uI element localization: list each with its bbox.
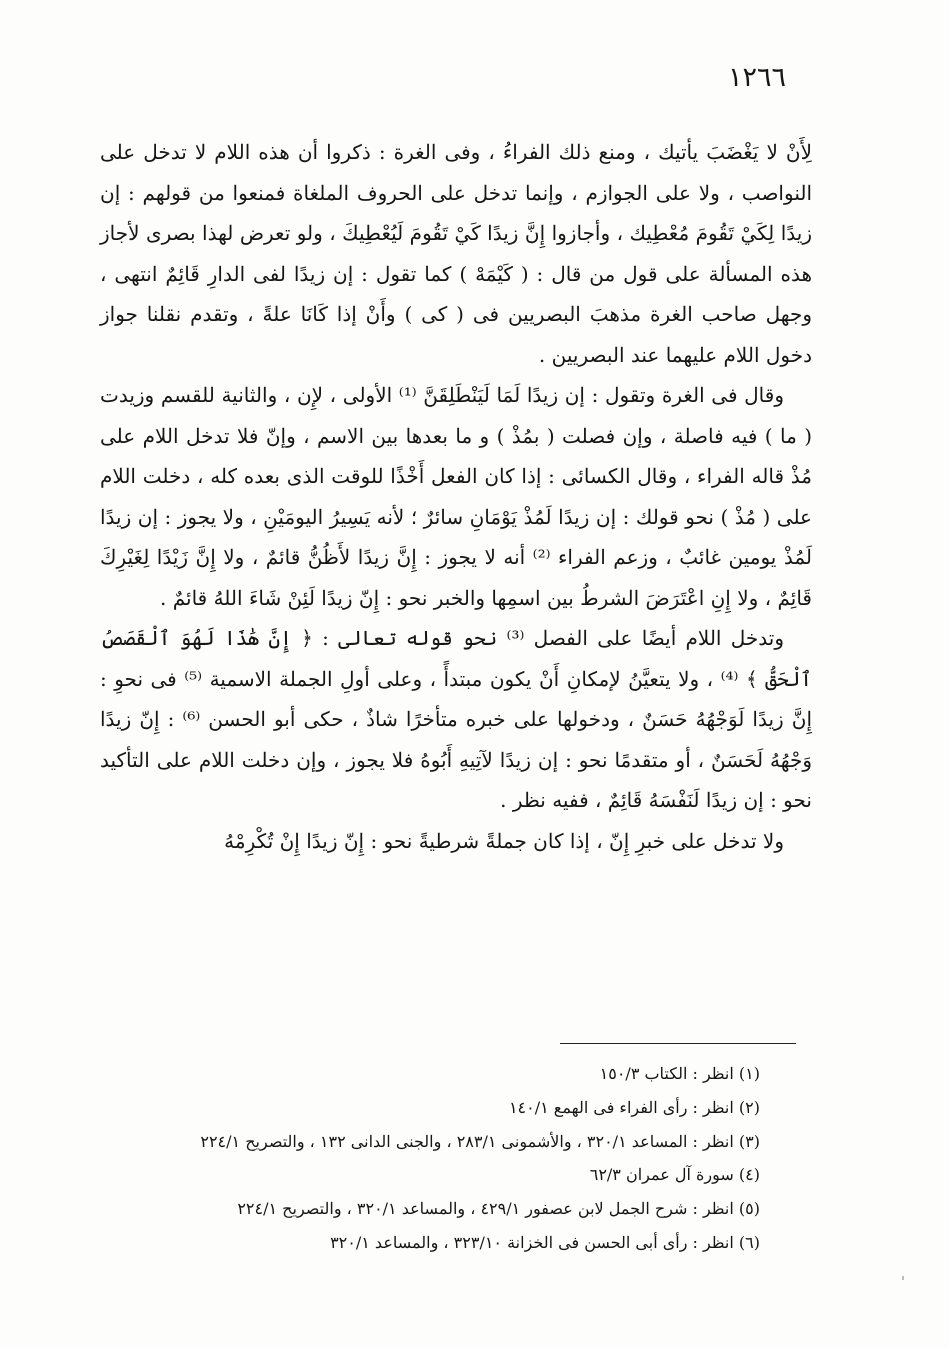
page-number: ١٢٦٦ bbox=[727, 62, 786, 93]
footnote-5: (٥) انظر : شرح الجمل لابن عصفور ٤٢٩/١ ، والمساعد ٣٢٠/١ ، والتصريح ٢٢٤/١ bbox=[237, 1199, 760, 1219]
paragraph-2: وقال فى الغرة وتقول : إن زيدًا لَمَا لَيَنْطَلِقَنَّ ⁽¹⁾ الأولى ، لإِن ، والثانية للقسم وزيدت ( ما ) فيه فاصلة ، وإن فصلت ( بمُذْ ) و ما بعدها بين الاسم ، وإنّ فلا تدخل اللام على مُذْ قاله الفراء ، وقال الكسائى : إذا كان الفعل أَخْذًا للوقت الذى بعده كله ، دخلت اللام على ( مُذْ ) نحو قولك : إن زيدًا لَمُذْ يَوْمَانِ سائرٌ ؛ لأنه يَسِيرُ اليومَيْنِ ، ولا يجوز : إن زيدًا لَمُذْ يومين غائبٌ ، وزعم الفراء ⁽²⁾ أنه لا يجوز : إِنَّ زيدًا لأَظُنُّ قائمٌ ، ولا إِنَّ زَيْدًا لِغَيْرِكَ قَائِمٌ ، ولا إِنِ اعْتَرَضَ الشرطُ بين اسمِها والخبر نحو : إِنّ زيدًا لَئِنْ شَاءَ اللهُ قائمٌ . bbox=[100, 383, 812, 610]
paragraph-1: لِأَنْ لا يَغْضَبَ يأتيك ، ومنع ذلك الفراءُ ، وفى الغرة : ذكروا أن هذه اللام لا تدخل على النواصب ، ولا على الجوازم ، وإنما تدخل على الحروف الملغاة فمنعوا من قولهم : إن زيدًا لِكَيْ تَقُومَ مُعْطِيك ، وأجازوا إِنَّ زيدًا كَيْ تَقُومَ لَيُعْطِيكَ ، ولو تعرض لهذا بصرى لأجاز هذه المسألة على قول من قال : ( كَيْمَهْ ) كما تقول : إن زيدًا لفى الدارِ قَائِمٌ انتهى ، وجهل صاحب الغرة مذهبَ البصريين فى ( كى ) وأَنْ إذا كَانَا علةً ، وتقدم نقلنا جواز دخول اللام عليهما عند البصريين . bbox=[100, 140, 812, 367]
footnotes bbox=[100, 1057, 760, 1260]
scan-speck bbox=[902, 1276, 904, 1280]
paragraph-3: وتدخل اللام أيضًا على الفصل ⁽³⁾ نحو قوله تعالى : ﴿ إِنَّ هَٰذَا لَهُوَ ٱلْقَصَصُ ٱلْحَقُّ ﴾ ⁽⁴⁾ ، ولا يتعيَّنُ لإمكانِ أَنْ يكون مبتدأً ، وعلى أولِ الجملة الاسمية ⁽⁵⁾ فى نحوِ : إِنَّ زيدًا لَوَجْهُهُ حَسَنٌ ، ودخولها على خبره متأخرًا شاذٌ ، حكى أبو الحسن ⁽⁶⁾ : إِنّ زيدًا وَجْهُهُ لَحَسَنٌ ، أو متقدمًا نحو : إن زيدًا لآتِيهِ أَبُوهُ فلا يجوز ، وإن دخلت اللام على التأكيد نحو : إن زيدًا لَنَفْسَهُ قَائِمٌ ، ففيه نظر . bbox=[100, 626, 813, 812]
paragraph-4: ولا تدخل على خبرِ إِنّ ، إذا كان جملةً شرطيةً نحو : إِنّ زيدًا إِنْ تُكْرِمْهُ bbox=[224, 828, 784, 853]
footnote-1: (١) انظر : الكتاب ١٥٠/٣ bbox=[599, 1064, 760, 1083]
footnote-3: (٣) انظر : المساعد ٣٢٠/١ ، والأشمونى ٢٨٣/١ ، والجنى الدانى ١٣٢ ، والتصريح ٢٢٤/١ bbox=[200, 1131, 760, 1151]
footnote-4: (٤) سورة آل عمران ٦٢/٣ bbox=[589, 1165, 760, 1185]
footnote-2: (٢) انظر : رأى الفراء فى الهمع ١٤٠/١ bbox=[508, 1097, 760, 1117]
footnote-separator bbox=[560, 1043, 796, 1044]
footnote-6: (٦) انظر : رأى أبى الحسن فى الخزانة ٣٢٣/١٠ ، والمساعد ٣٢٠/١ bbox=[330, 1232, 760, 1252]
main-text bbox=[100, 132, 812, 861]
